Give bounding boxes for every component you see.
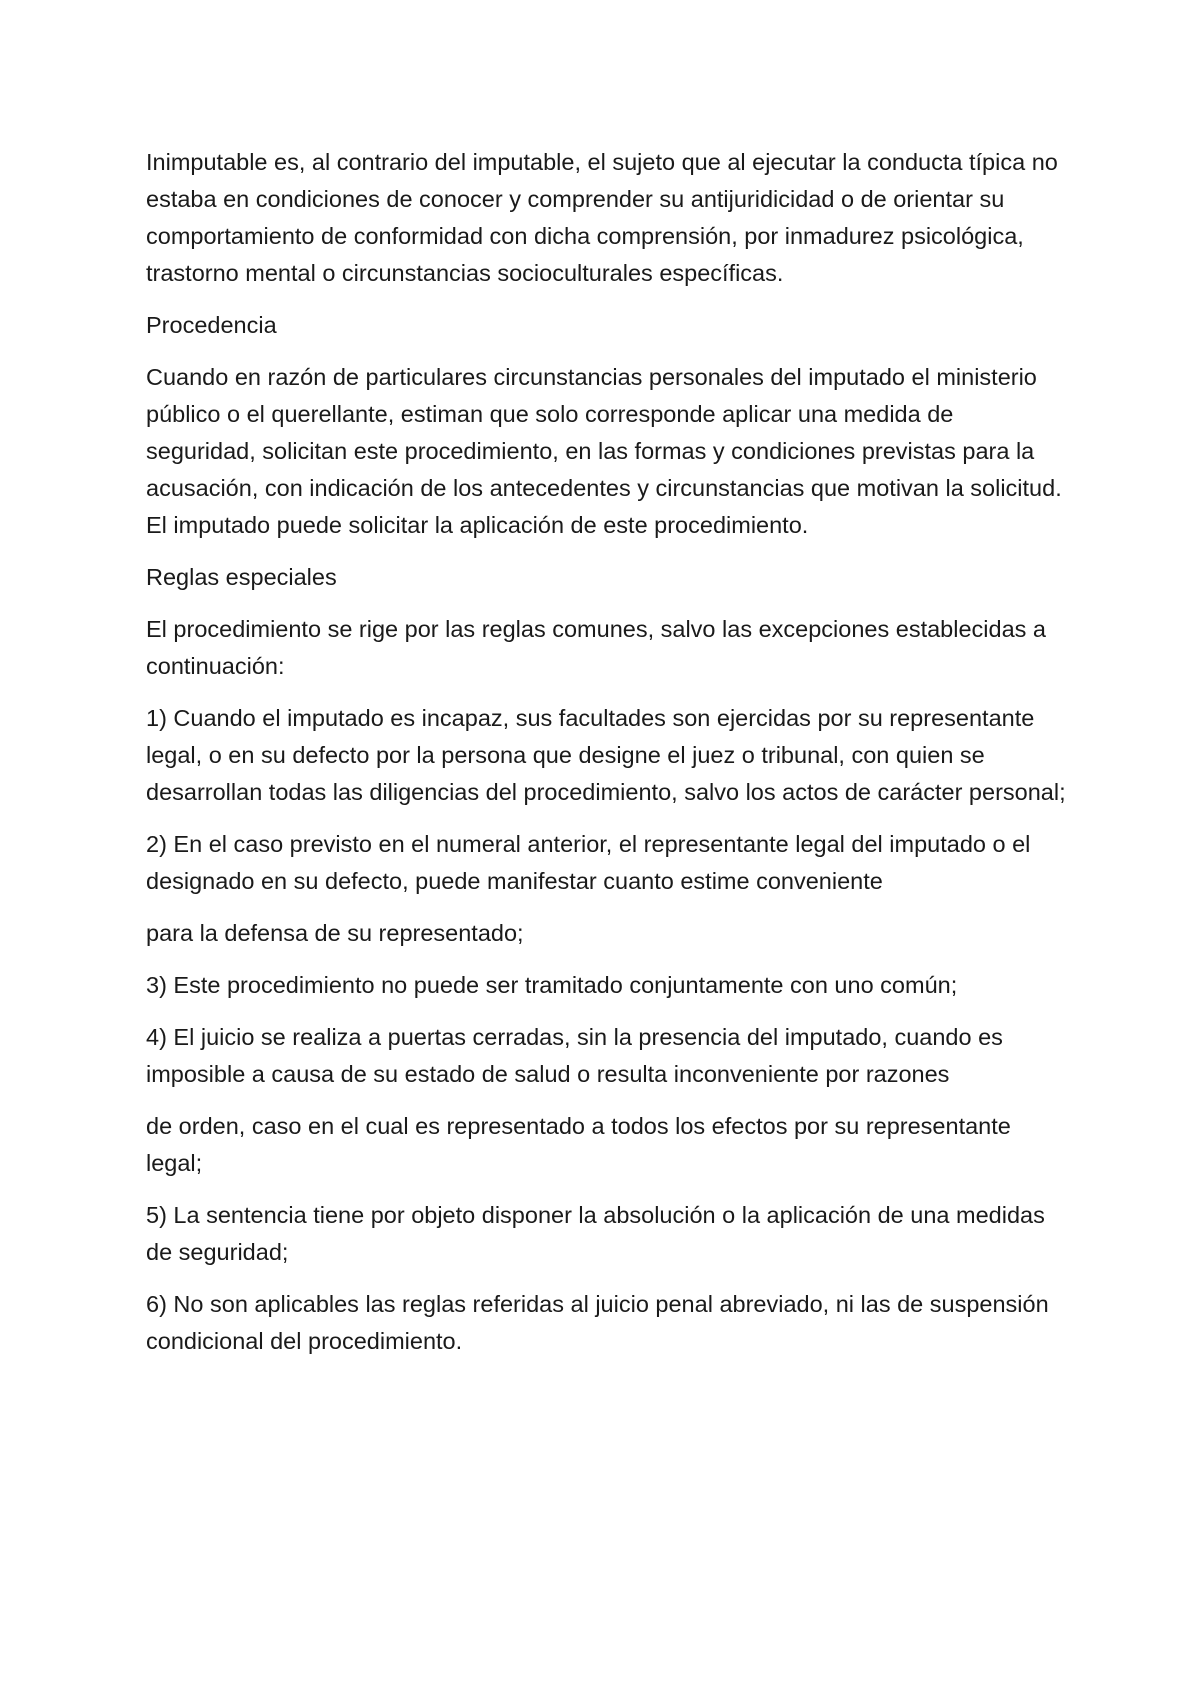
heading-reglas-especiales: Reglas especiales (146, 564, 337, 590)
paragraph-reglas-intro: El procedimiento se rige por las reglas comunes, salvo las excepciones establecidas a continuación: (146, 616, 1046, 679)
rule-item-3: 3) Este procedimiento no puede ser tramitado conjuntamente con uno común; (146, 972, 958, 998)
rule-item-1: 1) Cuando el imputado es incapaz, sus facultades son ejercidas por su representante legal, o en su defecto por la persona que designe el juez o tribunal, con quien se desarrollan todas las diligencias del procedimiento, salvo los actos de carácter personal; (146, 705, 1066, 805)
paragraph-definition: Inimputable es, al contrario del imputable, el sujeto que al ejecutar la conducta típica no estaba en condiciones de conocer y comprender su antijuridicidad o de orientar su comportamiento de conformidad con dicha comprensión, por inmadurez psicológica, trastorno mental o circunstancias socioculturales específicas. (146, 149, 1058, 286)
rule-item-4: 4) El juicio se realiza a puertas cerradas, sin la presencia del imputado, cuando es imposible a causa de su estado de salud o resulta inconveniente por razones (146, 1024, 1003, 1087)
document-body (146, 144, 1066, 1375)
rule-item-2: 2) En el caso previsto en el numeral anterior, el representante legal del imputado o el designado en su defecto, puede manifestar cuanto estime conveniente (146, 831, 1031, 894)
rule-item-5: 5) La sentencia tiene por objeto disponer la absolución o la aplicación de una medidas de seguridad; (146, 1202, 1045, 1265)
rule-item-2-continued: para la defensa de su representado; (146, 920, 524, 946)
rule-item-6: 6) No son aplicables las reglas referidas al juicio penal abreviado, ni las de suspensión condicional del procedimiento. (146, 1291, 1049, 1354)
rule-item-4-continued: de orden, caso en el cual es representado a todos los efectos por su representante legal; (146, 1113, 1011, 1176)
heading-procedencia: Procedencia (146, 312, 277, 338)
paragraph-procedencia: Cuando en razón de particulares circunstancias personales del imputado el ministerio público o el querellante, estiman que solo corresponde aplicar una medida de seguridad, solicitan este procedimiento, en las formas y condiciones previstas para la acusación, con indicación de los antecedentes y circunstancias que motivan la solicitud. El imputado puede solicitar la aplicación de este procedimiento. (146, 364, 1062, 538)
